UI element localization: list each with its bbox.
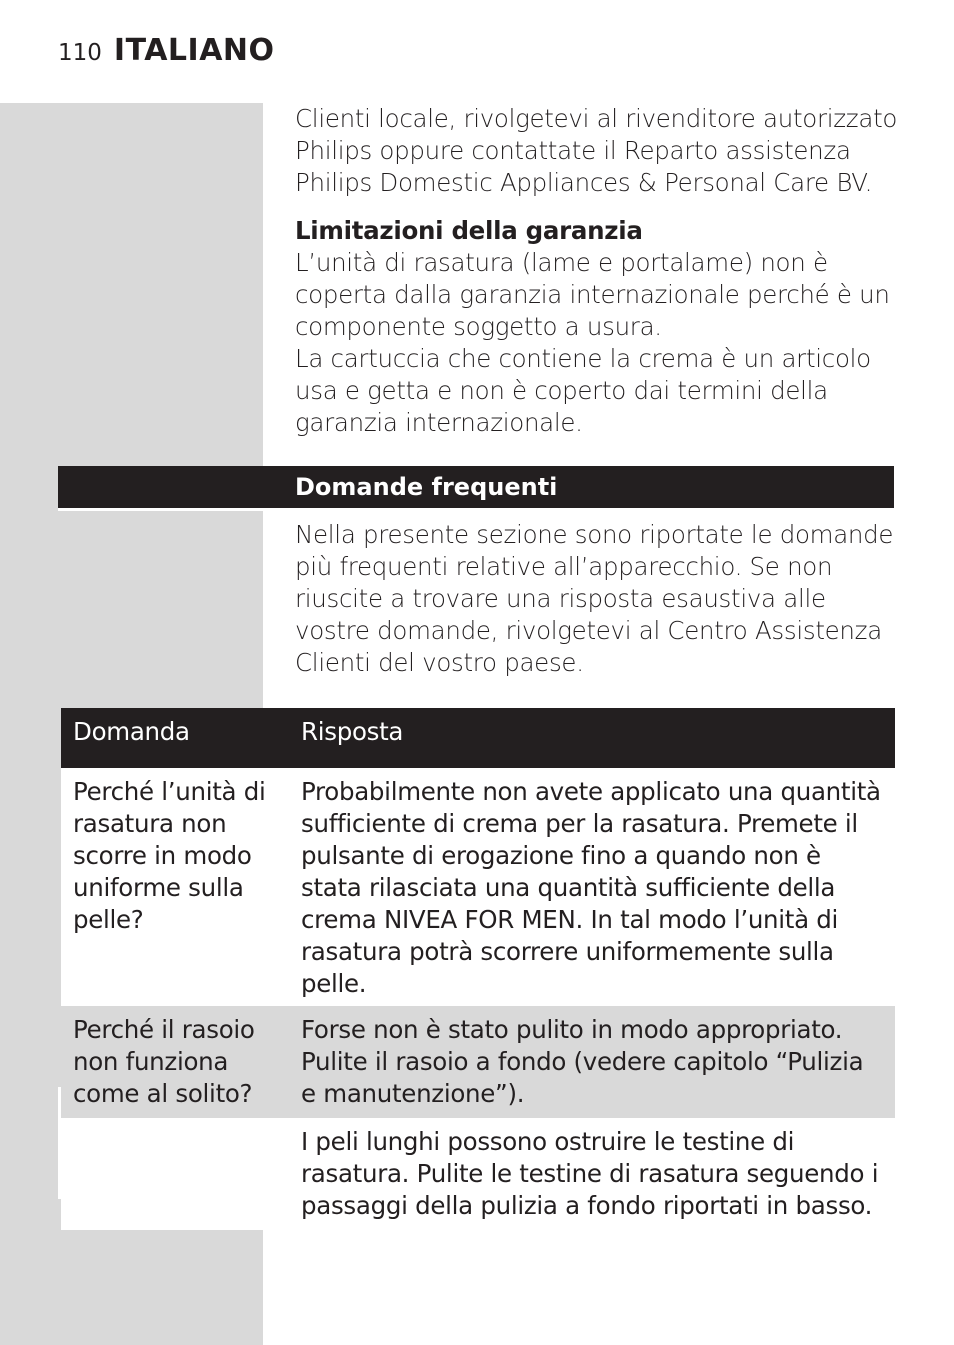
answer-cell: I peli lunghi possono ostruire le testine di rasatura. Pulite le testine di rasatura seguendo i passaggi della pulizia a fondo riportati in basso. [289,1118,895,1230]
page-number: 110 [58,40,102,66]
faq-intro-block [295,519,900,679]
table-row [61,768,895,1006]
answer-cell: Forse non è stato pulito in modo appropriato. Pulite il rasoio a fondo (vedere capitolo “Pulizia e manutenzione”). [289,1006,895,1118]
warranty-heading: Limitazioni della garanzia [295,216,643,245]
question-cell [61,1118,289,1230]
page-header [58,33,275,73]
faq-table-header [61,708,895,768]
faq-section-title: Domande frequenti [295,473,558,501]
table-row [61,1006,895,1118]
language-title: ITALIANO [113,33,275,68]
faq-table [61,708,895,1230]
answer-cell: Probabilmente non avete applicato una quantità sufficiente di crema per la rasatura. Premete il pulsante di erogazione fino a quando non è stata rilasciata una quantità sufficiente della crema NIVEA FOR MEN. In tal modo l’unità di rasatura potrà scorrere uniformemente sulla pelle. [289,768,895,1006]
faq-section-bar [58,466,894,508]
warranty-paragraph-2: La cartuccia che contiene la crema è un articolo usa e getta e non è coperto dai termini della garanzia internazionale. [295,344,871,437]
warranty-block [295,215,900,439]
intro-paragraph: Clienti locale, rivolgetevi al rivenditore autorizzato Philips oppure contattate il Reparto assistenza Philips Domestic Appliances & Personal Care BV. [295,104,898,197]
divider [58,1087,61,1199]
table-row [61,1118,895,1230]
column-header-answer: Risposta [289,708,895,768]
warranty-paragraph-1: L’unità di rasatura (lame e portalame) non è coperta dalla garanzia internazionale perché è un componente soggetto a usura. [295,248,890,341]
faq-intro-paragraph: Nella presente sezione sono riportate le domande più frequenti relative all’apparecchio. Se non riuscite a trovare una risposta esaustiva alle vostre domande, rivolgetevi al Centro Assistenza Clienti del vostro paese. [295,520,894,677]
question-cell: Perché l’unità di rasatura non scorre in modo uniforme sulla pelle? [61,768,289,1006]
question-cell: Perché il rasoio non funziona come al solito? [61,1006,289,1118]
intro-block [295,103,900,199]
column-header-question: Domanda [61,708,289,768]
divider [58,508,263,511]
